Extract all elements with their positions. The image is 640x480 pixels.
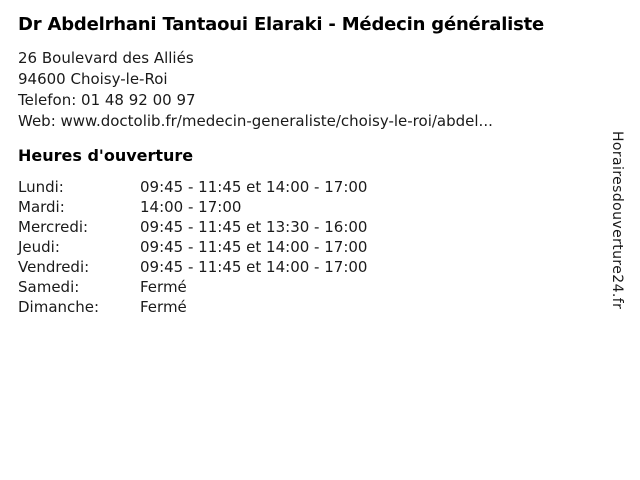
- site-watermark: Horairesdouverture24.fr: [609, 131, 625, 310]
- day-hours: 09:45 - 11:45 et 14:00 - 17:00: [140, 178, 368, 196]
- day-label: Lundi:: [18, 178, 64, 196]
- website-line: Web: www.doctolib.fr/medecin-generaliste/choisy-le-roi/abdel...: [18, 112, 493, 130]
- day-hours: 09:45 - 11:45 et 13:30 - 16:00: [140, 218, 368, 236]
- address-city: 94600 Choisy-le-Roi: [18, 70, 168, 88]
- day-hours: 09:45 - 11:45 et 14:00 - 17:00: [140, 238, 368, 256]
- day-label: Samedi:: [18, 278, 80, 296]
- opening-hours-heading: Heures d'ouverture: [18, 146, 194, 165]
- opening-hours-table: [18, 177, 367, 317]
- day-hours: Fermé: [140, 278, 187, 296]
- day-hours: Fermé: [140, 298, 187, 316]
- address-street: 26 Boulevard des Alliés: [18, 49, 194, 67]
- table-row-thursday: [18, 237, 367, 257]
- contact-info-block: [18, 48, 600, 132]
- table-row-wednesday: [18, 217, 367, 237]
- day-label: Mardi:: [18, 198, 65, 216]
- page-title: Dr Abdelrhani Tantaoui Elaraki - Médecin généraliste: [18, 14, 545, 35]
- day-label: Dimanche:: [18, 298, 100, 316]
- day-label: Jeudi:: [18, 238, 60, 256]
- table-row-tuesday: [18, 197, 367, 217]
- table-row-saturday: [18, 277, 367, 297]
- day-label: Mercredi:: [18, 218, 89, 236]
- table-row-friday: [18, 257, 367, 277]
- table-row-sunday: [18, 297, 367, 317]
- day-label: Vendredi:: [18, 258, 90, 276]
- phone-line: Telefon: 01 48 92 00 97: [18, 91, 196, 109]
- table-row-monday: [18, 177, 367, 197]
- day-hours: 09:45 - 11:45 et 14:00 - 17:00: [140, 258, 368, 276]
- day-hours: 14:00 - 17:00: [140, 198, 242, 216]
